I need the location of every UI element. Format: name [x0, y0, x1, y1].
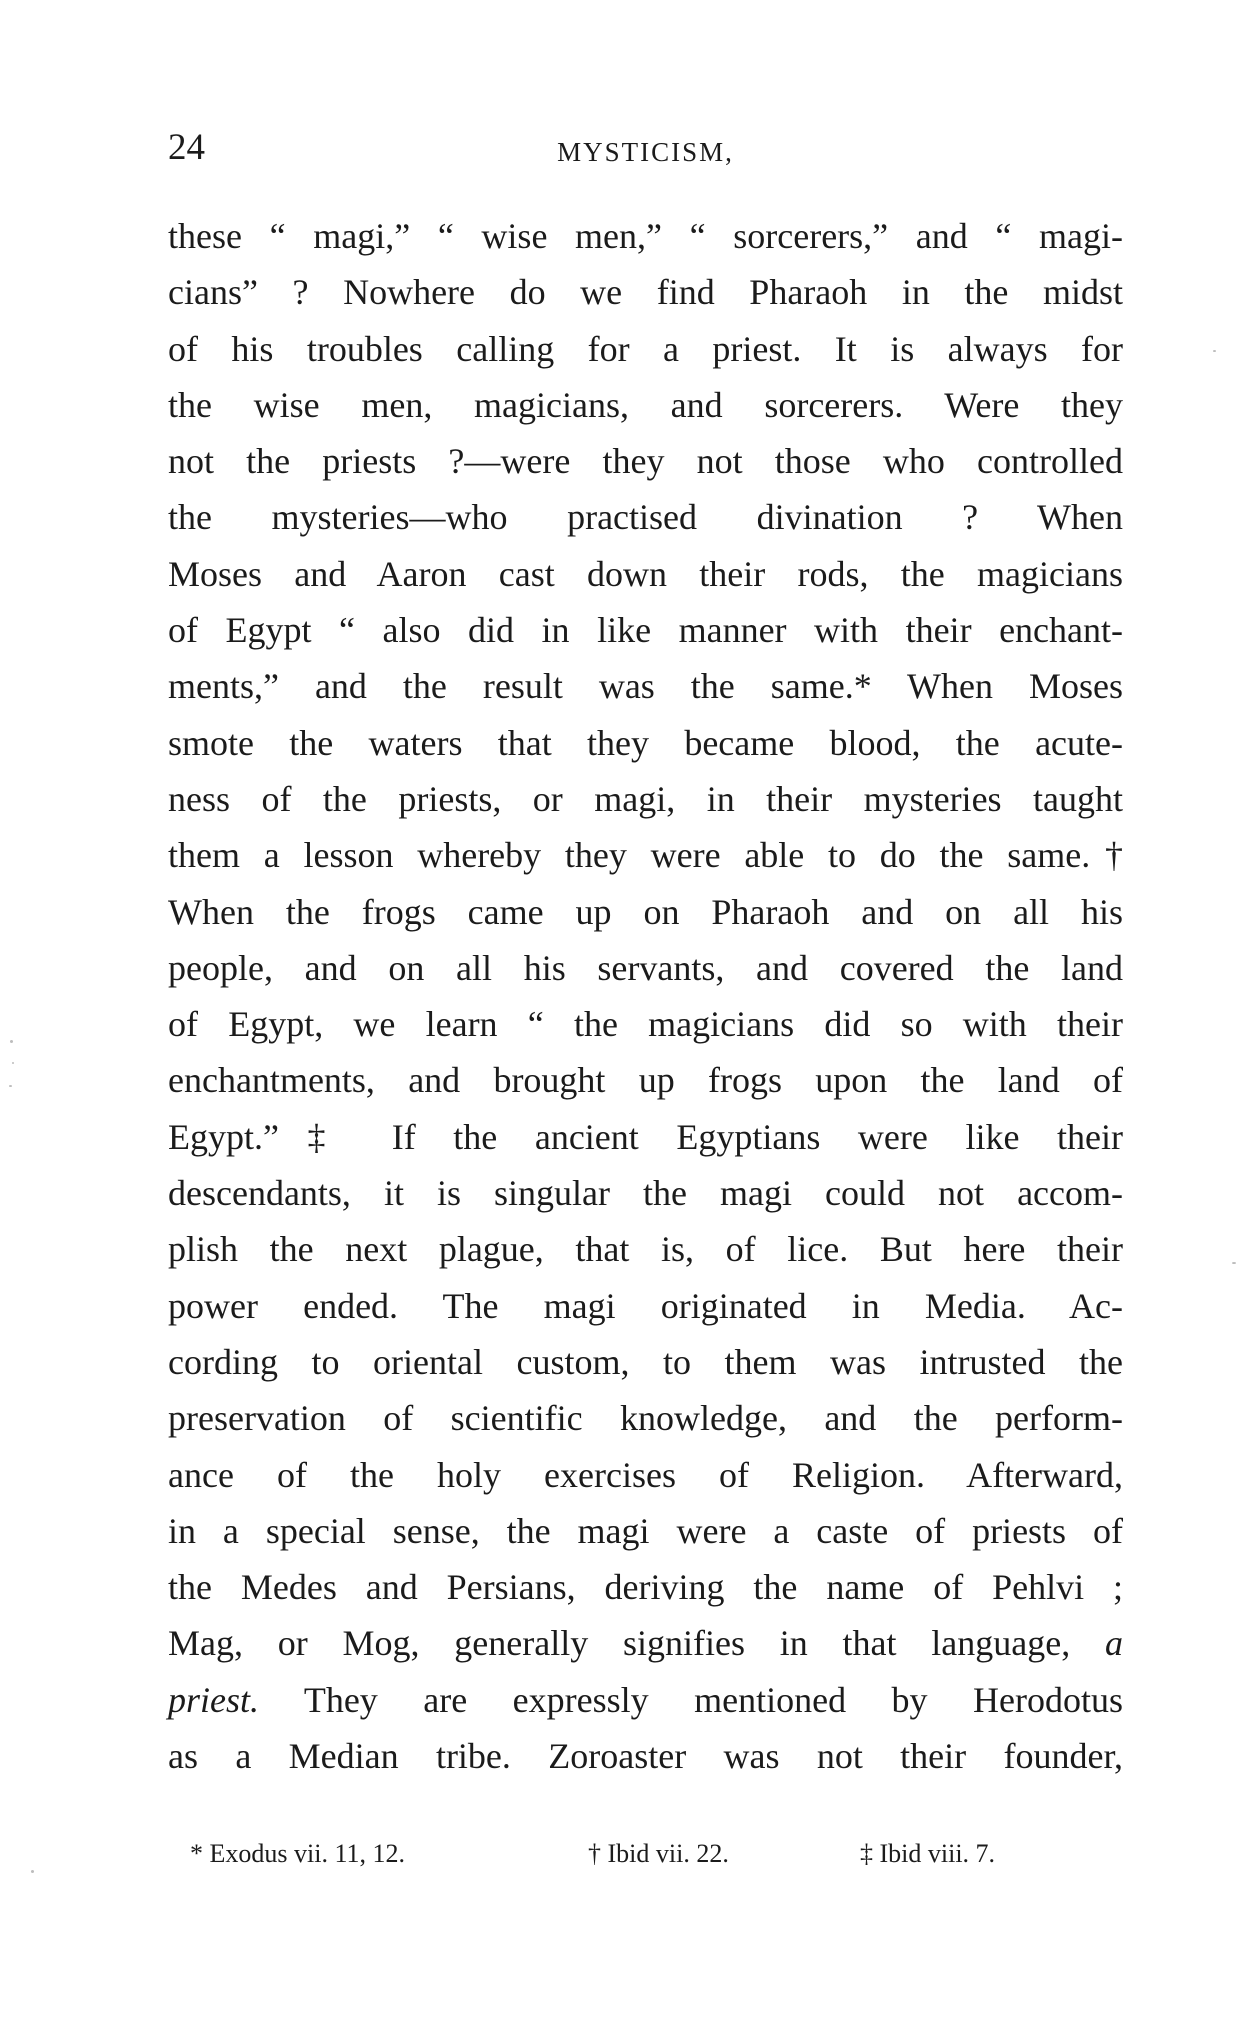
text-line: smote the waters that they became blood, the acute- — [168, 722, 1123, 763]
text-segment: Mag, or Mog, generally signifies in that language, — [168, 1623, 1105, 1664]
footnote: * Exodus vii. 11, 12. — [190, 1839, 405, 1868]
text-line: not the priests ?—were they not those who controlled — [168, 441, 1123, 482]
text-line: of Egypt, we learn “ the magicians did so with their — [168, 1004, 1123, 1045]
text-line: Egypt.”‡ If the ancient Egyptians were like their — [168, 1116, 1123, 1157]
text-line: plish the next plague, that is, of lice. But here their — [168, 1229, 1123, 1270]
text-line: ness of the priests, or magi, in their mysteries taught — [168, 778, 1123, 819]
footnote: † Ibid vii. 22. — [588, 1839, 729, 1868]
italic-word: priest. — [168, 1679, 260, 1720]
text-line: enchantments, and brought up frogs upon the land of — [168, 1060, 1123, 1101]
text-line: people, and on all his servants, and covered the land — [168, 947, 1123, 988]
text-line: power ended. The magi originated in Media. Ac- — [168, 1285, 1123, 1326]
text-line: preservation of scientific knowledge, and the perform- — [168, 1398, 1123, 1439]
text-segment: They are expressly mentioned by Herodotus — [259, 1679, 1123, 1720]
paper-speck — [12, 1062, 14, 1064]
footnotes — [190, 1838, 1090, 1878]
text-line: descendants, it is singular the magi could not accom- — [168, 1173, 1123, 1214]
text-line: of his troubles calling for a priest. It is always for — [168, 328, 1123, 369]
text-line: as a Median tribe. Zoroaster was not their founder, — [168, 1736, 1123, 1777]
text-line: ance of the holy exercises of Religion. Afterward, — [168, 1454, 1123, 1495]
page-number: 24 — [168, 127, 205, 168]
text-line: ments,” and the result was the same.* When Moses — [168, 666, 1123, 707]
text-line — [168, 1615, 1123, 1671]
page-header — [168, 128, 1123, 178]
text-line: the mysteries—who practised divination ? When — [168, 497, 1123, 538]
paper-speck — [1213, 350, 1216, 352]
paper-speck — [9, 1085, 12, 1087]
text-line: the wise men, magicians, and sorcerers. Were they — [168, 384, 1123, 425]
body-text — [168, 208, 1123, 1784]
paper-speck — [31, 1870, 34, 1873]
text-line: Moses and Aaron cast down their rods, the magicians — [168, 553, 1123, 594]
text-line: in a special sense, the magi were a caste of priests of — [168, 1510, 1123, 1551]
text-line: the Medes and Persians, deriving the name of Pehlvi ; — [168, 1567, 1123, 1608]
text-line: of Egypt “ also did in like manner with their enchant- — [168, 610, 1123, 651]
paper-speck — [10, 1040, 13, 1043]
text-line: cording to oriental custom, to them was intrusted the — [168, 1341, 1123, 1382]
running-head: MYSTICISM, — [557, 137, 734, 167]
text-line — [168, 1672, 1123, 1728]
text-line: them a lesson whereby they were able to do the same.† — [168, 835, 1123, 876]
text-line: When the frogs came up on Pharaoh and on all his — [168, 891, 1123, 932]
text-line: cians” ? Nowhere do we find Pharaoh in the midst — [168, 272, 1123, 313]
italic-word: a — [1105, 1623, 1123, 1664]
paper-speck — [1232, 1262, 1236, 1264]
footnote: ‡ Ibid viii. 7. — [860, 1839, 996, 1868]
text-line: these “ magi,” “ wise men,” “ sorcerers,” and “ magi- — [168, 216, 1123, 256]
